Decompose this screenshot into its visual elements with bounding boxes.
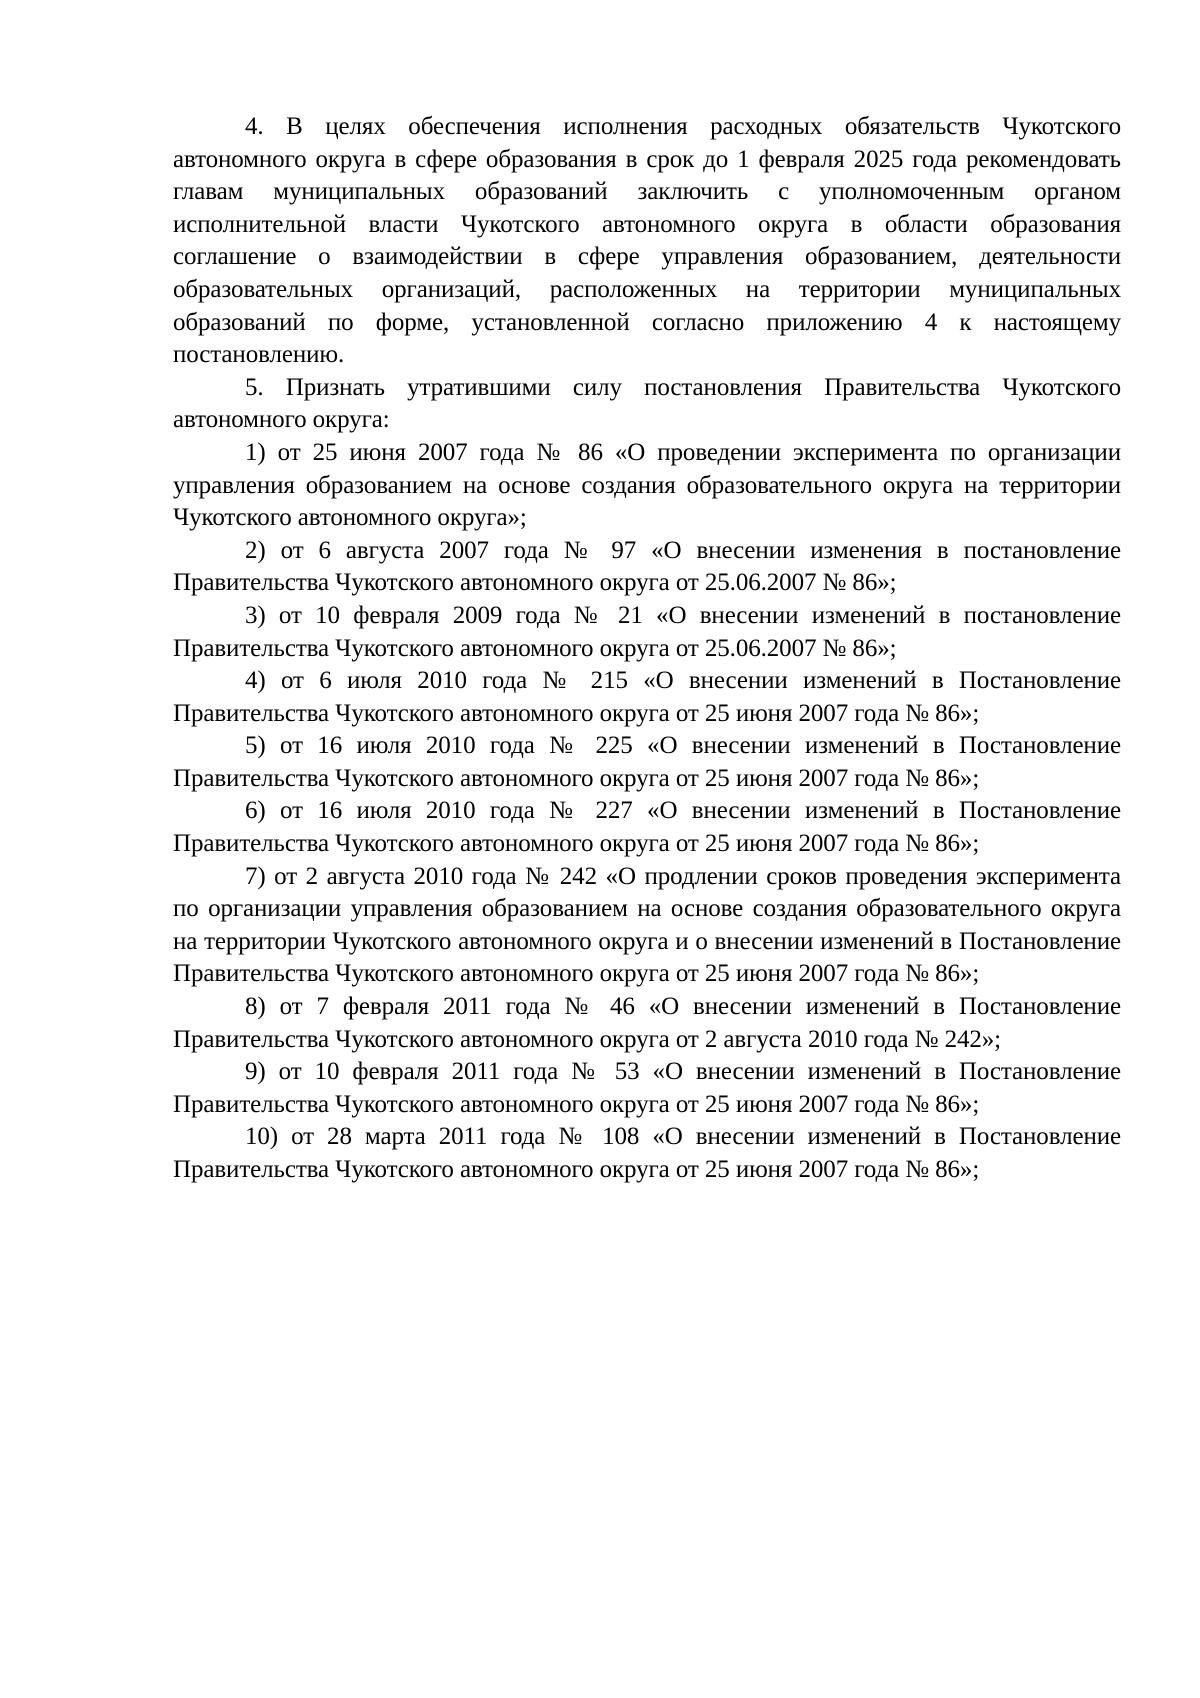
subitem-2: 2) от 6 августа 2007 года № 97 «О внесении изменения в постановление Правительства Чукотского автономного округа от 25.06.2007 № 86»; [173, 536, 1121, 597]
subitem-6: 6) от 16 июля 2010 года № 227 «О внесении изменений в Постановление Правительства Чукотского автономного округа от 25 июня 2007 года № 86»; [173, 797, 1121, 858]
paragraph-item-4: 4. В целях обеспечения исполнения расходных обязательств Чукотского автономного округа в сфере образования в срок до 1 февраля 2025 года рекомендовать главам муниципальных образований заключить с уполномоченным органом исполнительной власти Чукотского автономного округа в области образования соглашение о взаимодействии в сфере управления образованием, деятельности образовательных организаций, расположенных на территории муниципальных образований по форме, установленной согласно приложению 4 к настоящему постановлению. [173, 113, 1121, 369]
subitem-5: 5) от 16 июля 2010 года № 225 «О внесении изменений в Постановление Правительства Чукотского автономного округа от 25 июня 2007 года № 86»; [173, 732, 1121, 792]
subitem-8: 8) от 7 февраля 2011 года № 46 «О внесении изменений в Постановление Правительства Чукотского автономного округа от 2 августа 2010 года № 242»; [173, 993, 1121, 1053]
subitem-4: 4) от 6 июля 2010 года № 215 «О внесении изменений в Постановление Правительства Чукотского автономного округа от 25 июня 2007 года № 86»; [173, 667, 1121, 727]
document-body [173, 111, 1121, 1187]
paragraph-item-5: 5. Признать утратившими силу постановления Правительства Чукотского автономного округа: [173, 373, 1121, 434]
subitem-1: 1) от 25 июня 2007 года № 86 «О проведении эксперимента по организации управления образованием на основе создания образовательного округа на территории Чукотского автономного округа»; [173, 438, 1121, 532]
subitem-10: 10) от 28 марта 2011 года № 108 «О внесении изменений в Постановление Правительства Чукотского автономного округа от 25 июня 2007 года № 86»; [173, 1123, 1121, 1183]
subitem-7: 7) от 2 августа 2010 года № 242 «О продлении сроков проведения эксперимента по организации управления образованием на основе создания образовательного округа на территории Чукотского автономного округа и о внесении изменений в Постановление Правительства Чукотского автономного округа от 25 июня 2007 года № 86»; [173, 862, 1121, 988]
subitem-3: 3) от 10 февраля 2009 года № 21 «О внесении изменений в постановление Правительства Чукотского автономного округа от 25.06.2007 № 86»; [173, 601, 1121, 662]
subitem-9: 9) от 10 февраля 2011 года № 53 «О внесении изменений в Постановление Правительства Чукотского автономного округа от 25 июня 2007 года № 86»; [173, 1058, 1121, 1118]
